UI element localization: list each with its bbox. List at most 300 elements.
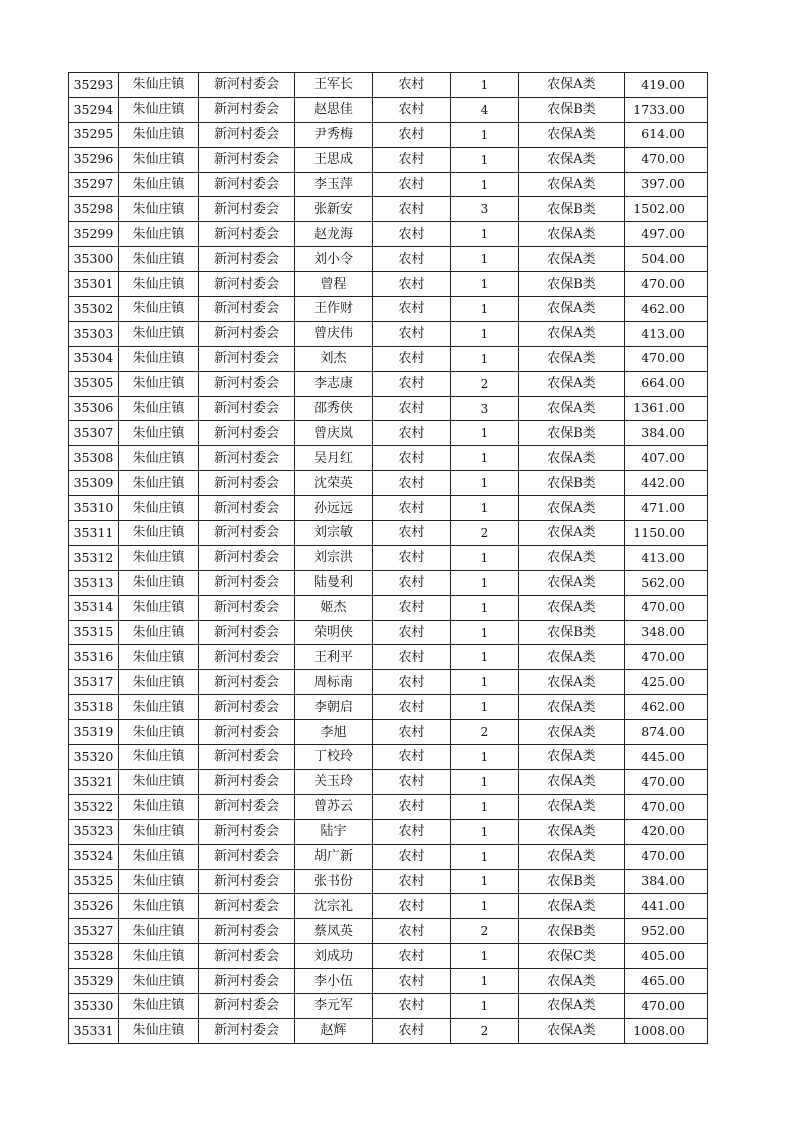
table-row xyxy=(69,471,708,496)
village-committee-cell: 新河村委会 xyxy=(199,73,295,98)
category-cell: 农保A类 xyxy=(519,297,625,322)
area-type-cell: 农村 xyxy=(373,595,451,620)
village-committee-cell: 新河村委会 xyxy=(199,247,295,272)
household-count-cell: 1 xyxy=(451,297,519,322)
table-row xyxy=(69,944,708,969)
table-body xyxy=(69,73,708,1044)
area-type-cell: 农村 xyxy=(373,620,451,645)
record-id-cell: 35298 xyxy=(69,197,119,222)
amount-cell: 874.00 xyxy=(625,720,708,745)
record-id-cell: 35327 xyxy=(69,919,119,944)
household-count-cell: 1 xyxy=(451,421,519,446)
household-count-cell: 1 xyxy=(451,819,519,844)
name-cell: 李小伍 xyxy=(295,969,373,994)
area-type-cell: 农村 xyxy=(373,97,451,122)
household-count-cell: 1 xyxy=(451,545,519,570)
household-count-cell: 1 xyxy=(451,695,519,720)
village-committee-cell: 新河村委会 xyxy=(199,919,295,944)
town-cell: 朱仙庄镇 xyxy=(119,545,199,570)
name-cell: 赵思佳 xyxy=(295,97,373,122)
town-cell: 朱仙庄镇 xyxy=(119,844,199,869)
household-count-cell: 1 xyxy=(451,670,519,695)
table-row xyxy=(69,695,708,720)
record-id-cell: 35308 xyxy=(69,446,119,471)
area-type-cell: 农村 xyxy=(373,670,451,695)
area-type-cell: 农村 xyxy=(373,919,451,944)
town-cell: 朱仙庄镇 xyxy=(119,247,199,272)
household-count-cell: 1 xyxy=(451,247,519,272)
table-row xyxy=(69,396,708,421)
village-committee-cell: 新河村委会 xyxy=(199,969,295,994)
record-id-cell: 35325 xyxy=(69,869,119,894)
category-cell: 农保A类 xyxy=(519,446,625,471)
amount-cell: 470.00 xyxy=(625,272,708,297)
household-count-cell: 1 xyxy=(451,496,519,521)
record-id-cell: 35317 xyxy=(69,670,119,695)
household-count-cell: 1 xyxy=(451,944,519,969)
area-type-cell: 农村 xyxy=(373,73,451,98)
household-count-cell: 1 xyxy=(451,446,519,471)
category-cell: 农保A类 xyxy=(519,73,625,98)
category-cell: 农保B类 xyxy=(519,919,625,944)
household-count-cell: 2 xyxy=(451,919,519,944)
household-count-cell: 1 xyxy=(451,869,519,894)
town-cell: 朱仙庄镇 xyxy=(119,570,199,595)
town-cell: 朱仙庄镇 xyxy=(119,919,199,944)
household-count-cell: 1 xyxy=(451,346,519,371)
category-cell: 农保A类 xyxy=(519,570,625,595)
name-cell: 李元军 xyxy=(295,993,373,1018)
category-cell: 农保A类 xyxy=(519,346,625,371)
amount-cell: 470.00 xyxy=(625,794,708,819)
category-cell: 农保A类 xyxy=(519,247,625,272)
area-type-cell: 农村 xyxy=(373,122,451,147)
household-count-cell: 1 xyxy=(451,172,519,197)
amount-cell: 1361.00 xyxy=(625,396,708,421)
table-row xyxy=(69,919,708,944)
area-type-cell: 农村 xyxy=(373,969,451,994)
area-type-cell: 农村 xyxy=(373,222,451,247)
record-id-cell: 35329 xyxy=(69,969,119,994)
area-type-cell: 农村 xyxy=(373,421,451,446)
category-cell: 农保A类 xyxy=(519,595,625,620)
name-cell: 赵辉 xyxy=(295,1018,373,1043)
category-cell: 农保B类 xyxy=(519,197,625,222)
name-cell: 陆宇 xyxy=(295,819,373,844)
record-id-cell: 35307 xyxy=(69,421,119,446)
village-committee-cell: 新河村委会 xyxy=(199,844,295,869)
name-cell: 荣明侠 xyxy=(295,620,373,645)
town-cell: 朱仙庄镇 xyxy=(119,695,199,720)
category-cell: 农保A类 xyxy=(519,122,625,147)
area-type-cell: 农村 xyxy=(373,172,451,197)
town-cell: 朱仙庄镇 xyxy=(119,794,199,819)
name-cell: 刘杰 xyxy=(295,346,373,371)
record-id-cell: 35297 xyxy=(69,172,119,197)
category-cell: 农保A类 xyxy=(519,745,625,770)
name-cell: 沈荣英 xyxy=(295,471,373,496)
town-cell: 朱仙庄镇 xyxy=(119,944,199,969)
table-row xyxy=(69,496,708,521)
name-cell: 王军长 xyxy=(295,73,373,98)
town-cell: 朱仙庄镇 xyxy=(119,670,199,695)
area-type-cell: 农村 xyxy=(373,695,451,720)
town-cell: 朱仙庄镇 xyxy=(119,993,199,1018)
amount-cell: 504.00 xyxy=(625,247,708,272)
town-cell: 朱仙庄镇 xyxy=(119,769,199,794)
category-cell: 农保B类 xyxy=(519,471,625,496)
name-cell: 赵龙海 xyxy=(295,222,373,247)
record-id-cell: 35324 xyxy=(69,844,119,869)
amount-cell: 470.00 xyxy=(625,769,708,794)
record-id-cell: 35321 xyxy=(69,769,119,794)
town-cell: 朱仙庄镇 xyxy=(119,272,199,297)
village-committee-cell: 新河村委会 xyxy=(199,720,295,745)
village-committee-cell: 新河村委会 xyxy=(199,122,295,147)
area-type-cell: 农村 xyxy=(373,794,451,819)
record-id-cell: 35305 xyxy=(69,371,119,396)
name-cell: 张书份 xyxy=(295,869,373,894)
household-count-cell: 4 xyxy=(451,97,519,122)
village-committee-cell: 新河村委会 xyxy=(199,396,295,421)
table-row xyxy=(69,769,708,794)
area-type-cell: 农村 xyxy=(373,869,451,894)
village-committee-cell: 新河村委会 xyxy=(199,695,295,720)
household-count-cell: 1 xyxy=(451,272,519,297)
village-committee-cell: 新河村委会 xyxy=(199,869,295,894)
record-id-cell: 35331 xyxy=(69,1018,119,1043)
amount-cell: 470.00 xyxy=(625,993,708,1018)
name-cell: 曾庆伟 xyxy=(295,321,373,346)
area-type-cell: 农村 xyxy=(373,720,451,745)
village-committee-cell: 新河村委会 xyxy=(199,944,295,969)
town-cell: 朱仙庄镇 xyxy=(119,819,199,844)
name-cell: 曾苏云 xyxy=(295,794,373,819)
record-id-cell: 35296 xyxy=(69,147,119,172)
amount-cell: 470.00 xyxy=(625,147,708,172)
name-cell: 刘成功 xyxy=(295,944,373,969)
name-cell: 李志康 xyxy=(295,371,373,396)
amount-cell: 470.00 xyxy=(625,595,708,620)
name-cell: 李朝启 xyxy=(295,695,373,720)
record-id-cell: 35326 xyxy=(69,894,119,919)
table-row xyxy=(69,122,708,147)
table-row xyxy=(69,969,708,994)
table-row xyxy=(69,670,708,695)
name-cell: 曾庆岚 xyxy=(295,421,373,446)
town-cell: 朱仙庄镇 xyxy=(119,321,199,346)
table-row xyxy=(69,595,708,620)
name-cell: 张新安 xyxy=(295,197,373,222)
household-count-cell: 1 xyxy=(451,73,519,98)
town-cell: 朱仙庄镇 xyxy=(119,620,199,645)
category-cell: 农保C类 xyxy=(519,944,625,969)
amount-cell: 1008.00 xyxy=(625,1018,708,1043)
amount-cell: 413.00 xyxy=(625,321,708,346)
record-id-cell: 35328 xyxy=(69,944,119,969)
name-cell: 刘宗敏 xyxy=(295,521,373,546)
household-count-cell: 1 xyxy=(451,570,519,595)
amount-cell: 413.00 xyxy=(625,545,708,570)
area-type-cell: 农村 xyxy=(373,471,451,496)
record-id-cell: 35319 xyxy=(69,720,119,745)
town-cell: 朱仙庄镇 xyxy=(119,869,199,894)
name-cell: 陆曼利 xyxy=(295,570,373,595)
record-id-cell: 35306 xyxy=(69,396,119,421)
area-type-cell: 农村 xyxy=(373,894,451,919)
record-id-cell: 35316 xyxy=(69,645,119,670)
amount-cell: 442.00 xyxy=(625,471,708,496)
village-committee-cell: 新河村委会 xyxy=(199,570,295,595)
area-type-cell: 农村 xyxy=(373,521,451,546)
name-cell: 丁校玲 xyxy=(295,745,373,770)
town-cell: 朱仙庄镇 xyxy=(119,73,199,98)
amount-cell: 462.00 xyxy=(625,695,708,720)
name-cell: 刘小令 xyxy=(295,247,373,272)
town-cell: 朱仙庄镇 xyxy=(119,97,199,122)
village-committee-cell: 新河村委会 xyxy=(199,321,295,346)
amount-cell: 445.00 xyxy=(625,745,708,770)
village-committee-cell: 新河村委会 xyxy=(199,545,295,570)
table-row xyxy=(69,371,708,396)
table-row xyxy=(69,222,708,247)
table-row xyxy=(69,73,708,98)
village-committee-cell: 新河村委会 xyxy=(199,421,295,446)
household-count-cell: 3 xyxy=(451,396,519,421)
category-cell: 农保B类 xyxy=(519,620,625,645)
record-id-cell: 35320 xyxy=(69,745,119,770)
category-cell: 农保A类 xyxy=(519,844,625,869)
amount-cell: 384.00 xyxy=(625,421,708,446)
area-type-cell: 农村 xyxy=(373,297,451,322)
name-cell: 王思成 xyxy=(295,147,373,172)
name-cell: 吴月红 xyxy=(295,446,373,471)
category-cell: 农保A类 xyxy=(519,496,625,521)
relief-roster-table xyxy=(68,72,708,1044)
household-count-cell: 1 xyxy=(451,745,519,770)
area-type-cell: 农村 xyxy=(373,545,451,570)
name-cell: 王利平 xyxy=(295,645,373,670)
record-id-cell: 35312 xyxy=(69,545,119,570)
village-committee-cell: 新河村委会 xyxy=(199,471,295,496)
category-cell: 农保B类 xyxy=(519,869,625,894)
table-row xyxy=(69,620,708,645)
record-id-cell: 35302 xyxy=(69,297,119,322)
record-id-cell: 35293 xyxy=(69,73,119,98)
category-cell: 农保A类 xyxy=(519,222,625,247)
amount-cell: 471.00 xyxy=(625,496,708,521)
amount-cell: 397.00 xyxy=(625,172,708,197)
amount-cell: 425.00 xyxy=(625,670,708,695)
record-id-cell: 35313 xyxy=(69,570,119,595)
table-row xyxy=(69,346,708,371)
amount-cell: 462.00 xyxy=(625,297,708,322)
area-type-cell: 农村 xyxy=(373,247,451,272)
record-id-cell: 35310 xyxy=(69,496,119,521)
record-id-cell: 35295 xyxy=(69,122,119,147)
amount-cell: 465.00 xyxy=(625,969,708,994)
town-cell: 朱仙庄镇 xyxy=(119,122,199,147)
table-row xyxy=(69,993,708,1018)
area-type-cell: 农村 xyxy=(373,993,451,1018)
area-type-cell: 农村 xyxy=(373,446,451,471)
name-cell: 周标南 xyxy=(295,670,373,695)
town-cell: 朱仙庄镇 xyxy=(119,346,199,371)
village-committee-cell: 新河村委会 xyxy=(199,993,295,1018)
household-count-cell: 1 xyxy=(451,147,519,172)
household-count-cell: 1 xyxy=(451,595,519,620)
category-cell: 农保A类 xyxy=(519,819,625,844)
household-count-cell: 2 xyxy=(451,521,519,546)
household-count-cell: 1 xyxy=(451,645,519,670)
town-cell: 朱仙庄镇 xyxy=(119,595,199,620)
name-cell: 尹秀梅 xyxy=(295,122,373,147)
area-type-cell: 农村 xyxy=(373,272,451,297)
record-id-cell: 35314 xyxy=(69,595,119,620)
amount-cell: 614.00 xyxy=(625,122,708,147)
record-id-cell: 35318 xyxy=(69,695,119,720)
village-committee-cell: 新河村委会 xyxy=(199,97,295,122)
area-type-cell: 农村 xyxy=(373,396,451,421)
village-committee-cell: 新河村委会 xyxy=(199,222,295,247)
name-cell: 姬杰 xyxy=(295,595,373,620)
area-type-cell: 农村 xyxy=(373,645,451,670)
area-type-cell: 农村 xyxy=(373,1018,451,1043)
name-cell: 王作财 xyxy=(295,297,373,322)
town-cell: 朱仙庄镇 xyxy=(119,197,199,222)
name-cell: 李玉萍 xyxy=(295,172,373,197)
record-id-cell: 35322 xyxy=(69,794,119,819)
village-committee-cell: 新河村委会 xyxy=(199,172,295,197)
village-committee-cell: 新河村委会 xyxy=(199,521,295,546)
table-row xyxy=(69,645,708,670)
village-committee-cell: 新河村委会 xyxy=(199,496,295,521)
category-cell: 农保A类 xyxy=(519,894,625,919)
record-id-cell: 35300 xyxy=(69,247,119,272)
area-type-cell: 农村 xyxy=(373,819,451,844)
area-type-cell: 农村 xyxy=(373,197,451,222)
village-committee-cell: 新河村委会 xyxy=(199,595,295,620)
area-type-cell: 农村 xyxy=(373,570,451,595)
record-id-cell: 35303 xyxy=(69,321,119,346)
village-committee-cell: 新河村委会 xyxy=(199,620,295,645)
table-row xyxy=(69,545,708,570)
category-cell: 农保B类 xyxy=(519,272,625,297)
amount-cell: 1150.00 xyxy=(625,521,708,546)
village-committee-cell: 新河村委会 xyxy=(199,745,295,770)
table-row xyxy=(69,421,708,446)
amount-cell: 405.00 xyxy=(625,944,708,969)
table-row xyxy=(69,247,708,272)
category-cell: 农保A类 xyxy=(519,769,625,794)
name-cell: 胡广新 xyxy=(295,844,373,869)
village-committee-cell: 新河村委会 xyxy=(199,819,295,844)
table-row xyxy=(69,272,708,297)
area-type-cell: 农村 xyxy=(373,496,451,521)
town-cell: 朱仙庄镇 xyxy=(119,894,199,919)
table-row xyxy=(69,819,708,844)
name-cell: 蔡凤英 xyxy=(295,919,373,944)
area-type-cell: 农村 xyxy=(373,745,451,770)
category-cell: 农保A类 xyxy=(519,695,625,720)
record-id-cell: 35311 xyxy=(69,521,119,546)
amount-cell: 384.00 xyxy=(625,869,708,894)
household-count-cell: 1 xyxy=(451,769,519,794)
record-id-cell: 35323 xyxy=(69,819,119,844)
table-row xyxy=(69,446,708,471)
name-cell: 孙远远 xyxy=(295,496,373,521)
area-type-cell: 农村 xyxy=(373,769,451,794)
record-id-cell: 35309 xyxy=(69,471,119,496)
table-row xyxy=(69,521,708,546)
area-type-cell: 农村 xyxy=(373,321,451,346)
name-cell: 李旭 xyxy=(295,720,373,745)
household-count-cell: 1 xyxy=(451,122,519,147)
record-id-cell: 35301 xyxy=(69,272,119,297)
town-cell: 朱仙庄镇 xyxy=(119,720,199,745)
table-row xyxy=(69,794,708,819)
household-count-cell: 1 xyxy=(451,471,519,496)
village-committee-cell: 新河村委会 xyxy=(199,297,295,322)
village-committee-cell: 新河村委会 xyxy=(199,371,295,396)
amount-cell: 470.00 xyxy=(625,645,708,670)
category-cell: 农保A类 xyxy=(519,172,625,197)
amount-cell: 497.00 xyxy=(625,222,708,247)
amount-cell: 470.00 xyxy=(625,844,708,869)
household-count-cell: 1 xyxy=(451,969,519,994)
name-cell: 曾程 xyxy=(295,272,373,297)
town-cell: 朱仙庄镇 xyxy=(119,297,199,322)
amount-cell: 1733.00 xyxy=(625,97,708,122)
town-cell: 朱仙庄镇 xyxy=(119,371,199,396)
category-cell: 农保A类 xyxy=(519,371,625,396)
category-cell: 农保A类 xyxy=(519,794,625,819)
table-row xyxy=(69,745,708,770)
town-cell: 朱仙庄镇 xyxy=(119,496,199,521)
name-cell: 沈宗礼 xyxy=(295,894,373,919)
household-count-cell: 2 xyxy=(451,371,519,396)
table-row xyxy=(69,172,708,197)
amount-cell: 419.00 xyxy=(625,73,708,98)
amount-cell: 420.00 xyxy=(625,819,708,844)
household-count-cell: 1 xyxy=(451,222,519,247)
amount-cell: 1502.00 xyxy=(625,197,708,222)
village-committee-cell: 新河村委会 xyxy=(199,670,295,695)
village-committee-cell: 新河村委会 xyxy=(199,794,295,819)
category-cell: 农保B类 xyxy=(519,421,625,446)
household-count-cell: 2 xyxy=(451,720,519,745)
town-cell: 朱仙庄镇 xyxy=(119,446,199,471)
table-row xyxy=(69,297,708,322)
category-cell: 农保A类 xyxy=(519,521,625,546)
table-row xyxy=(69,570,708,595)
name-cell: 刘宗洪 xyxy=(295,545,373,570)
household-count-cell: 2 xyxy=(451,1018,519,1043)
town-cell: 朱仙庄镇 xyxy=(119,1018,199,1043)
table-row xyxy=(69,197,708,222)
town-cell: 朱仙庄镇 xyxy=(119,471,199,496)
village-committee-cell: 新河村委会 xyxy=(199,346,295,371)
household-count-cell: 1 xyxy=(451,321,519,346)
village-committee-cell: 新河村委会 xyxy=(199,1018,295,1043)
table-row xyxy=(69,97,708,122)
amount-cell: 441.00 xyxy=(625,894,708,919)
name-cell: 关玉玲 xyxy=(295,769,373,794)
category-cell: 农保A类 xyxy=(519,321,625,346)
amount-cell: 664.00 xyxy=(625,371,708,396)
category-cell: 农保A类 xyxy=(519,993,625,1018)
category-cell: 农保B类 xyxy=(519,97,625,122)
